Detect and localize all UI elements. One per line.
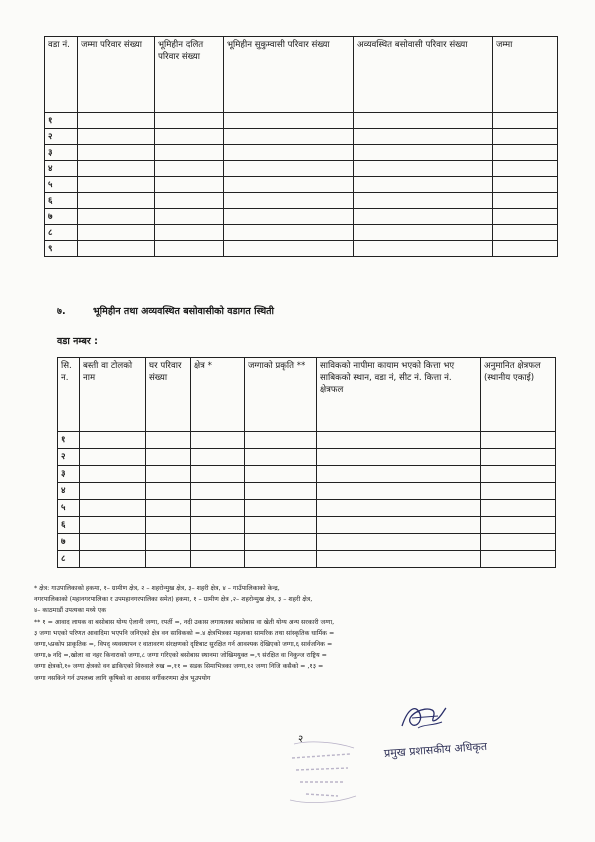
row-number: ५ xyxy=(45,177,78,193)
table-cell xyxy=(78,145,155,161)
table-cell xyxy=(191,500,245,517)
table-row xyxy=(45,177,558,193)
row-number: ४ xyxy=(45,161,78,177)
row-number: ७ xyxy=(58,534,80,551)
table-cell xyxy=(224,161,354,177)
row-number: ८ xyxy=(58,551,80,568)
footnote-line: ** १ = आवाद लायक वा बसोबास योग्य ऐलानी जग्गा, रपर्ती =, नदी उकास लगायतका बसोबास वा खेती योग्य अन्य सरकारी जग्गा, xyxy=(34,618,335,626)
table-cell xyxy=(191,517,245,534)
table-row xyxy=(58,466,556,483)
row-number: ६ xyxy=(58,517,80,534)
table-cell xyxy=(354,145,493,161)
row-number: ३ xyxy=(45,145,78,161)
table-cell xyxy=(80,551,146,568)
table-cell xyxy=(155,161,224,177)
table-row xyxy=(45,161,558,177)
table-cell xyxy=(354,177,493,193)
table-cell xyxy=(191,534,245,551)
table-row xyxy=(45,145,558,161)
table-row xyxy=(58,449,556,466)
header-parcel-details: साविकको नापीमा कायाम भएको कित्ता भए साबिकको स्थान, वडा नं, सीट नं. कित्ता नं. क्षेत्रफल xyxy=(317,358,481,432)
table-cell xyxy=(80,483,146,500)
table-cell xyxy=(245,551,317,568)
table-row xyxy=(45,113,558,129)
table-cell xyxy=(191,551,245,568)
table-cell xyxy=(80,517,146,534)
table-cell xyxy=(155,113,224,129)
table-cell xyxy=(493,129,558,145)
table-cell xyxy=(493,209,558,225)
table-cell xyxy=(493,225,558,241)
table-cell xyxy=(224,225,354,241)
signature-image xyxy=(398,700,448,734)
table-cell xyxy=(481,466,556,483)
row-number: १ xyxy=(58,432,80,449)
table-row xyxy=(45,193,558,209)
table-cell xyxy=(317,517,481,534)
table-cell xyxy=(146,449,191,466)
table-cell xyxy=(224,193,354,209)
section-title: भूमिहीन तथा अव्यवस्थित बसोवासीको वडागत स्थिती xyxy=(93,306,275,317)
table-cell xyxy=(78,129,155,145)
table-row xyxy=(58,551,556,568)
footnote-line: जग्गा क्षेत्रको,१० जग्गा क्षेत्रको वन ढाकिएको विरुवाले रुख =,११ = सडक सिमाभित्रका जग्गा,१२ जग्गा निजि कसैको = ,१३ = xyxy=(34,663,324,671)
table-cell xyxy=(245,517,317,534)
footnote-line: ३ जग्गा भएको परिणत आवादिमा भएपनि जनिएको क्षेत्र वन साविकको =.४ क्षेत्रभित्रका महत्वका सामरिक तथा सांस्कृतिक धार्मिक = xyxy=(34,629,335,637)
table-cell xyxy=(245,432,317,449)
table-cell xyxy=(78,193,155,209)
table-cell xyxy=(146,466,191,483)
table-row xyxy=(58,483,556,500)
table-cell xyxy=(245,534,317,551)
footnote-line: जग्गा,७ नदि =,खोला वा नहर किनाराको जग्गा,८ जग्गा गरिएको बसोबास स्थानमा जोखिमयुक्त =,९ संरक्षित वा निकुन्ज राष्ट्रिय = xyxy=(34,652,327,660)
table-cell xyxy=(155,241,224,257)
table-cell xyxy=(493,145,558,161)
table-cell xyxy=(155,177,224,193)
footnote-line: ४– काठमाडौं उपत्यका मध्ये एक xyxy=(34,607,107,615)
table-cell xyxy=(146,551,191,568)
table-row xyxy=(45,225,558,241)
table-cell xyxy=(317,466,481,483)
table-cell xyxy=(481,534,556,551)
footnote-line: * क्षेत्र: गाउपालिकाको हकमा, १– ग्रामीण क्षेत्र, २ – शहरोन्मुख क्षेत्र, ३– शहरी क्षेत्र, ४ – गाउँपालिकाको केन्द्र, xyxy=(34,585,280,592)
table-cell xyxy=(155,193,224,209)
table-cell xyxy=(354,225,493,241)
table-cell xyxy=(493,241,558,257)
table-row xyxy=(58,432,556,449)
table-row xyxy=(45,241,558,257)
table-cell xyxy=(493,161,558,177)
table-cell xyxy=(80,449,146,466)
footnotes xyxy=(34,583,559,684)
table-row xyxy=(58,500,556,517)
table-cell xyxy=(80,534,146,551)
table-header-row xyxy=(58,358,556,432)
table-cell xyxy=(245,449,317,466)
table-cell xyxy=(224,209,354,225)
header-informal-settler: अव्यवस्थित बसोवासी परिवार संख्या xyxy=(354,37,493,113)
header-total: जम्मा xyxy=(493,37,558,113)
row-number: ४ xyxy=(58,483,80,500)
table-cell xyxy=(481,500,556,517)
table-cell xyxy=(80,432,146,449)
table-cell xyxy=(191,449,245,466)
table-row xyxy=(45,129,558,145)
table-cell xyxy=(224,177,354,193)
table-cell xyxy=(481,449,556,466)
table-cell xyxy=(224,145,354,161)
table-cell xyxy=(224,241,354,257)
table-cell xyxy=(78,177,155,193)
row-number: ५ xyxy=(58,500,80,517)
table-cell xyxy=(354,161,493,177)
row-number: ३ xyxy=(58,466,80,483)
settlement-status-table xyxy=(57,357,556,568)
header-land-nature: जग्गाको प्रकृति ** xyxy=(245,358,317,432)
table-cell xyxy=(78,241,155,257)
header-serial-no: सि. न. xyxy=(58,358,80,432)
table-cell xyxy=(146,534,191,551)
table-cell xyxy=(155,209,224,225)
table-cell xyxy=(146,483,191,500)
table-cell xyxy=(155,129,224,145)
table-cell xyxy=(354,241,493,257)
table-cell xyxy=(493,193,558,209)
header-landless-squatter: भूमिहीन सुकुम्वासी परिवार संख्या xyxy=(224,37,354,113)
ward-number-label: वडा नम्बर : xyxy=(57,336,98,347)
footnote-line: जग्गा नसकिने गर्न उपलब्ध लागि कृषिको वा आवास वर्गीकरणमा क्षेत्र भूउपयोग xyxy=(34,674,211,682)
row-number: १ xyxy=(45,113,78,129)
table-cell xyxy=(493,177,558,193)
table-cell xyxy=(481,483,556,500)
table-cell xyxy=(80,466,146,483)
table-cell xyxy=(78,225,155,241)
table-header-row xyxy=(45,37,558,113)
table-cell xyxy=(493,113,558,129)
table-cell xyxy=(78,113,155,129)
header-ward-no: वडा नं. xyxy=(45,37,78,113)
header-landless-dalit: भूमिहीन दलित परिवार संख्या xyxy=(155,37,224,113)
footnote-line: जग्गा,५प्रकोप प्राकृतिक =, विपद् व्यवस्थापन र वातावरण संरक्षणको दृष्टिबाट सुरक्षित गर्न आवश्यक देखिएको जग्गा,६ सार्वजनिक = xyxy=(34,641,333,649)
table-cell xyxy=(155,145,224,161)
table-cell xyxy=(481,517,556,534)
table-cell xyxy=(191,483,245,500)
table-cell xyxy=(78,209,155,225)
table-cell xyxy=(224,113,354,129)
table-cell xyxy=(191,432,245,449)
table-cell xyxy=(191,466,245,483)
header-total-families: जम्मा परिवार संख्या xyxy=(78,37,155,113)
table-cell xyxy=(354,209,493,225)
header-estimated-area: अनुमानित क्षेत्रफल (स्थानीय एकाई) xyxy=(481,358,556,432)
row-number: २ xyxy=(58,449,80,466)
table-cell xyxy=(354,129,493,145)
page-number: २ xyxy=(298,734,304,745)
family-count-table xyxy=(44,36,558,257)
footnote-line: नगरपालिकाको (महानगरपालिका र उपमहानगरपालिका समेत) हकमा, १ – ग्रामीण क्षेत्र ,२– शहरोन्मुख क्षेत्र, ३ – शहरी क्षेत्र, xyxy=(34,596,313,604)
table-cell xyxy=(224,129,354,145)
table-cell xyxy=(481,551,556,568)
header-area-type: क्षेत्र * xyxy=(191,358,245,432)
header-household-count: घर परिवार संख्या xyxy=(146,358,191,432)
table-cell xyxy=(317,551,481,568)
table-row xyxy=(58,534,556,551)
row-number: ७ xyxy=(45,209,78,225)
table-cell xyxy=(80,500,146,517)
table-cell xyxy=(146,500,191,517)
official-stamp xyxy=(286,738,360,804)
table-cell xyxy=(146,432,191,449)
table-cell xyxy=(146,517,191,534)
table-cell xyxy=(245,466,317,483)
row-number: ६ xyxy=(45,193,78,209)
header-settlement-name: बस्ती वा टोलको नाम xyxy=(80,358,146,432)
table-row xyxy=(58,517,556,534)
table-cell xyxy=(155,225,224,241)
table-cell xyxy=(317,449,481,466)
table-cell xyxy=(245,483,317,500)
signatory-title: प्रमुख प्रशासकीय अधिकृत xyxy=(383,739,488,760)
table-cell xyxy=(78,161,155,177)
table-cell xyxy=(354,113,493,129)
table-cell xyxy=(317,534,481,551)
row-number: ८ xyxy=(45,225,78,241)
table-cell xyxy=(481,432,556,449)
table-cell xyxy=(317,432,481,449)
section-number: ७. xyxy=(57,306,66,317)
table-cell xyxy=(317,500,481,517)
row-number: ९ xyxy=(45,241,78,257)
section-heading xyxy=(57,304,274,317)
row-number: २ xyxy=(45,129,78,145)
table-cell xyxy=(245,500,317,517)
table-cell xyxy=(317,483,481,500)
table-row xyxy=(45,209,558,225)
table-cell xyxy=(354,193,493,209)
